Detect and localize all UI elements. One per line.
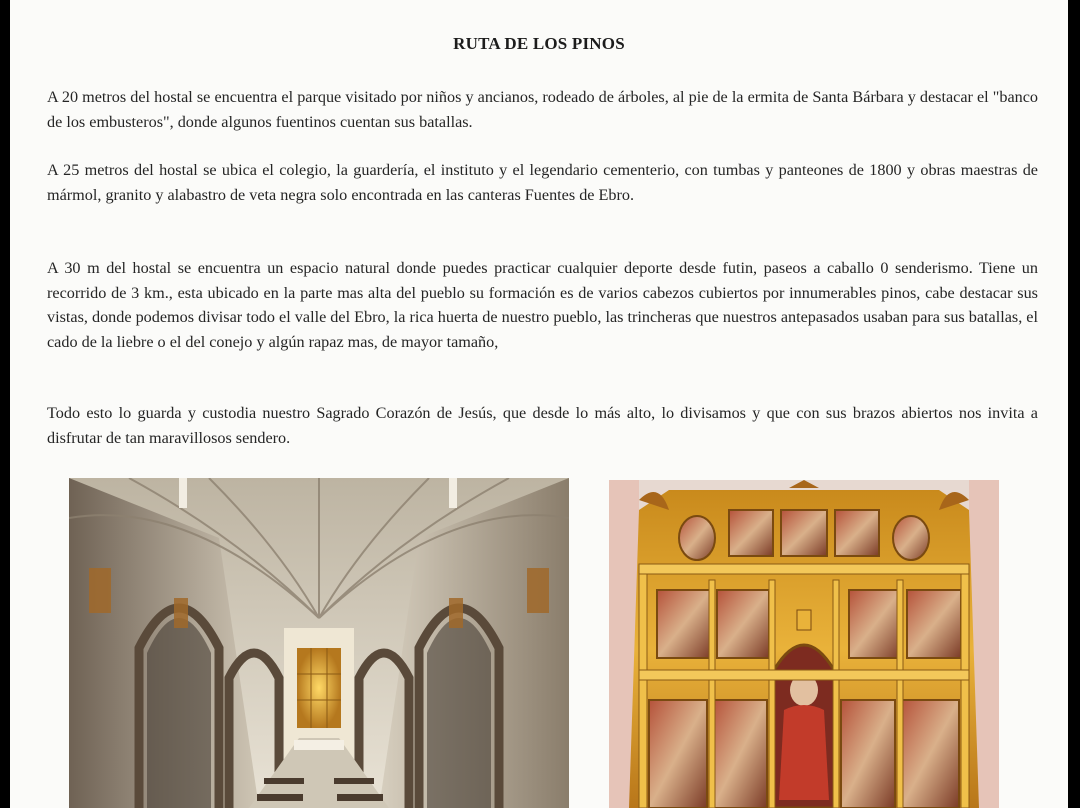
altarpiece-photo: [609, 480, 999, 808]
paragraph-school: A 25 metros del hostal se ubica el colegio, la guardería, el instituto y el legendario cementerio, con tumbas y panteones de 1800 y obras maestras de mármol, granito y alabastro de veta negra solo encontrada en las canteras Fuentes de Ebro.: [47, 161, 1038, 204]
document-page: [10, 0, 1068, 808]
document-title: RUTA DE LOS PINOS: [453, 34, 625, 53]
paragraph-pine-route: A 30 m del hostal se encuentra un espacio natural donde puedes practicar cualquier deporte desde futin, paseos a caballo 0 senderismo. Tiene un recorrido de 3 km., esta ubicado en la parte mas alta del pueblo su formación es de varios cabezos cubiertos por innumerables pinos, cabe destacar sus vistas, donde podemos divisar todo el valle del Ebro, la rica huerta de nuestro pueblo, las trincheras que nuestros antepasados usaban para sus batallas, el cado de la liebre o el del conejo y algún rapaz mas, de mayor tamaño,: [47, 259, 1038, 351]
paragraph-sacred-heart: Todo esto lo guarda y custodia nuestro Sagrado Corazón de Jesús, que desde lo más alto, lo divisamos y que con sus brazos abiertos nos invita a disfrutar de tan maravillosos sendero.: [47, 404, 1038, 447]
church-interior-photo: [69, 478, 569, 808]
paragraph-park: A 20 metros del hostal se encuentra el parque visitado por niños y ancianos, rodeado de árboles, al pie de la ermita de Santa Bárbara y destacar el "banco de los embusteros", donde algunos fuentinos cuentan sus batallas.: [47, 88, 1038, 131]
